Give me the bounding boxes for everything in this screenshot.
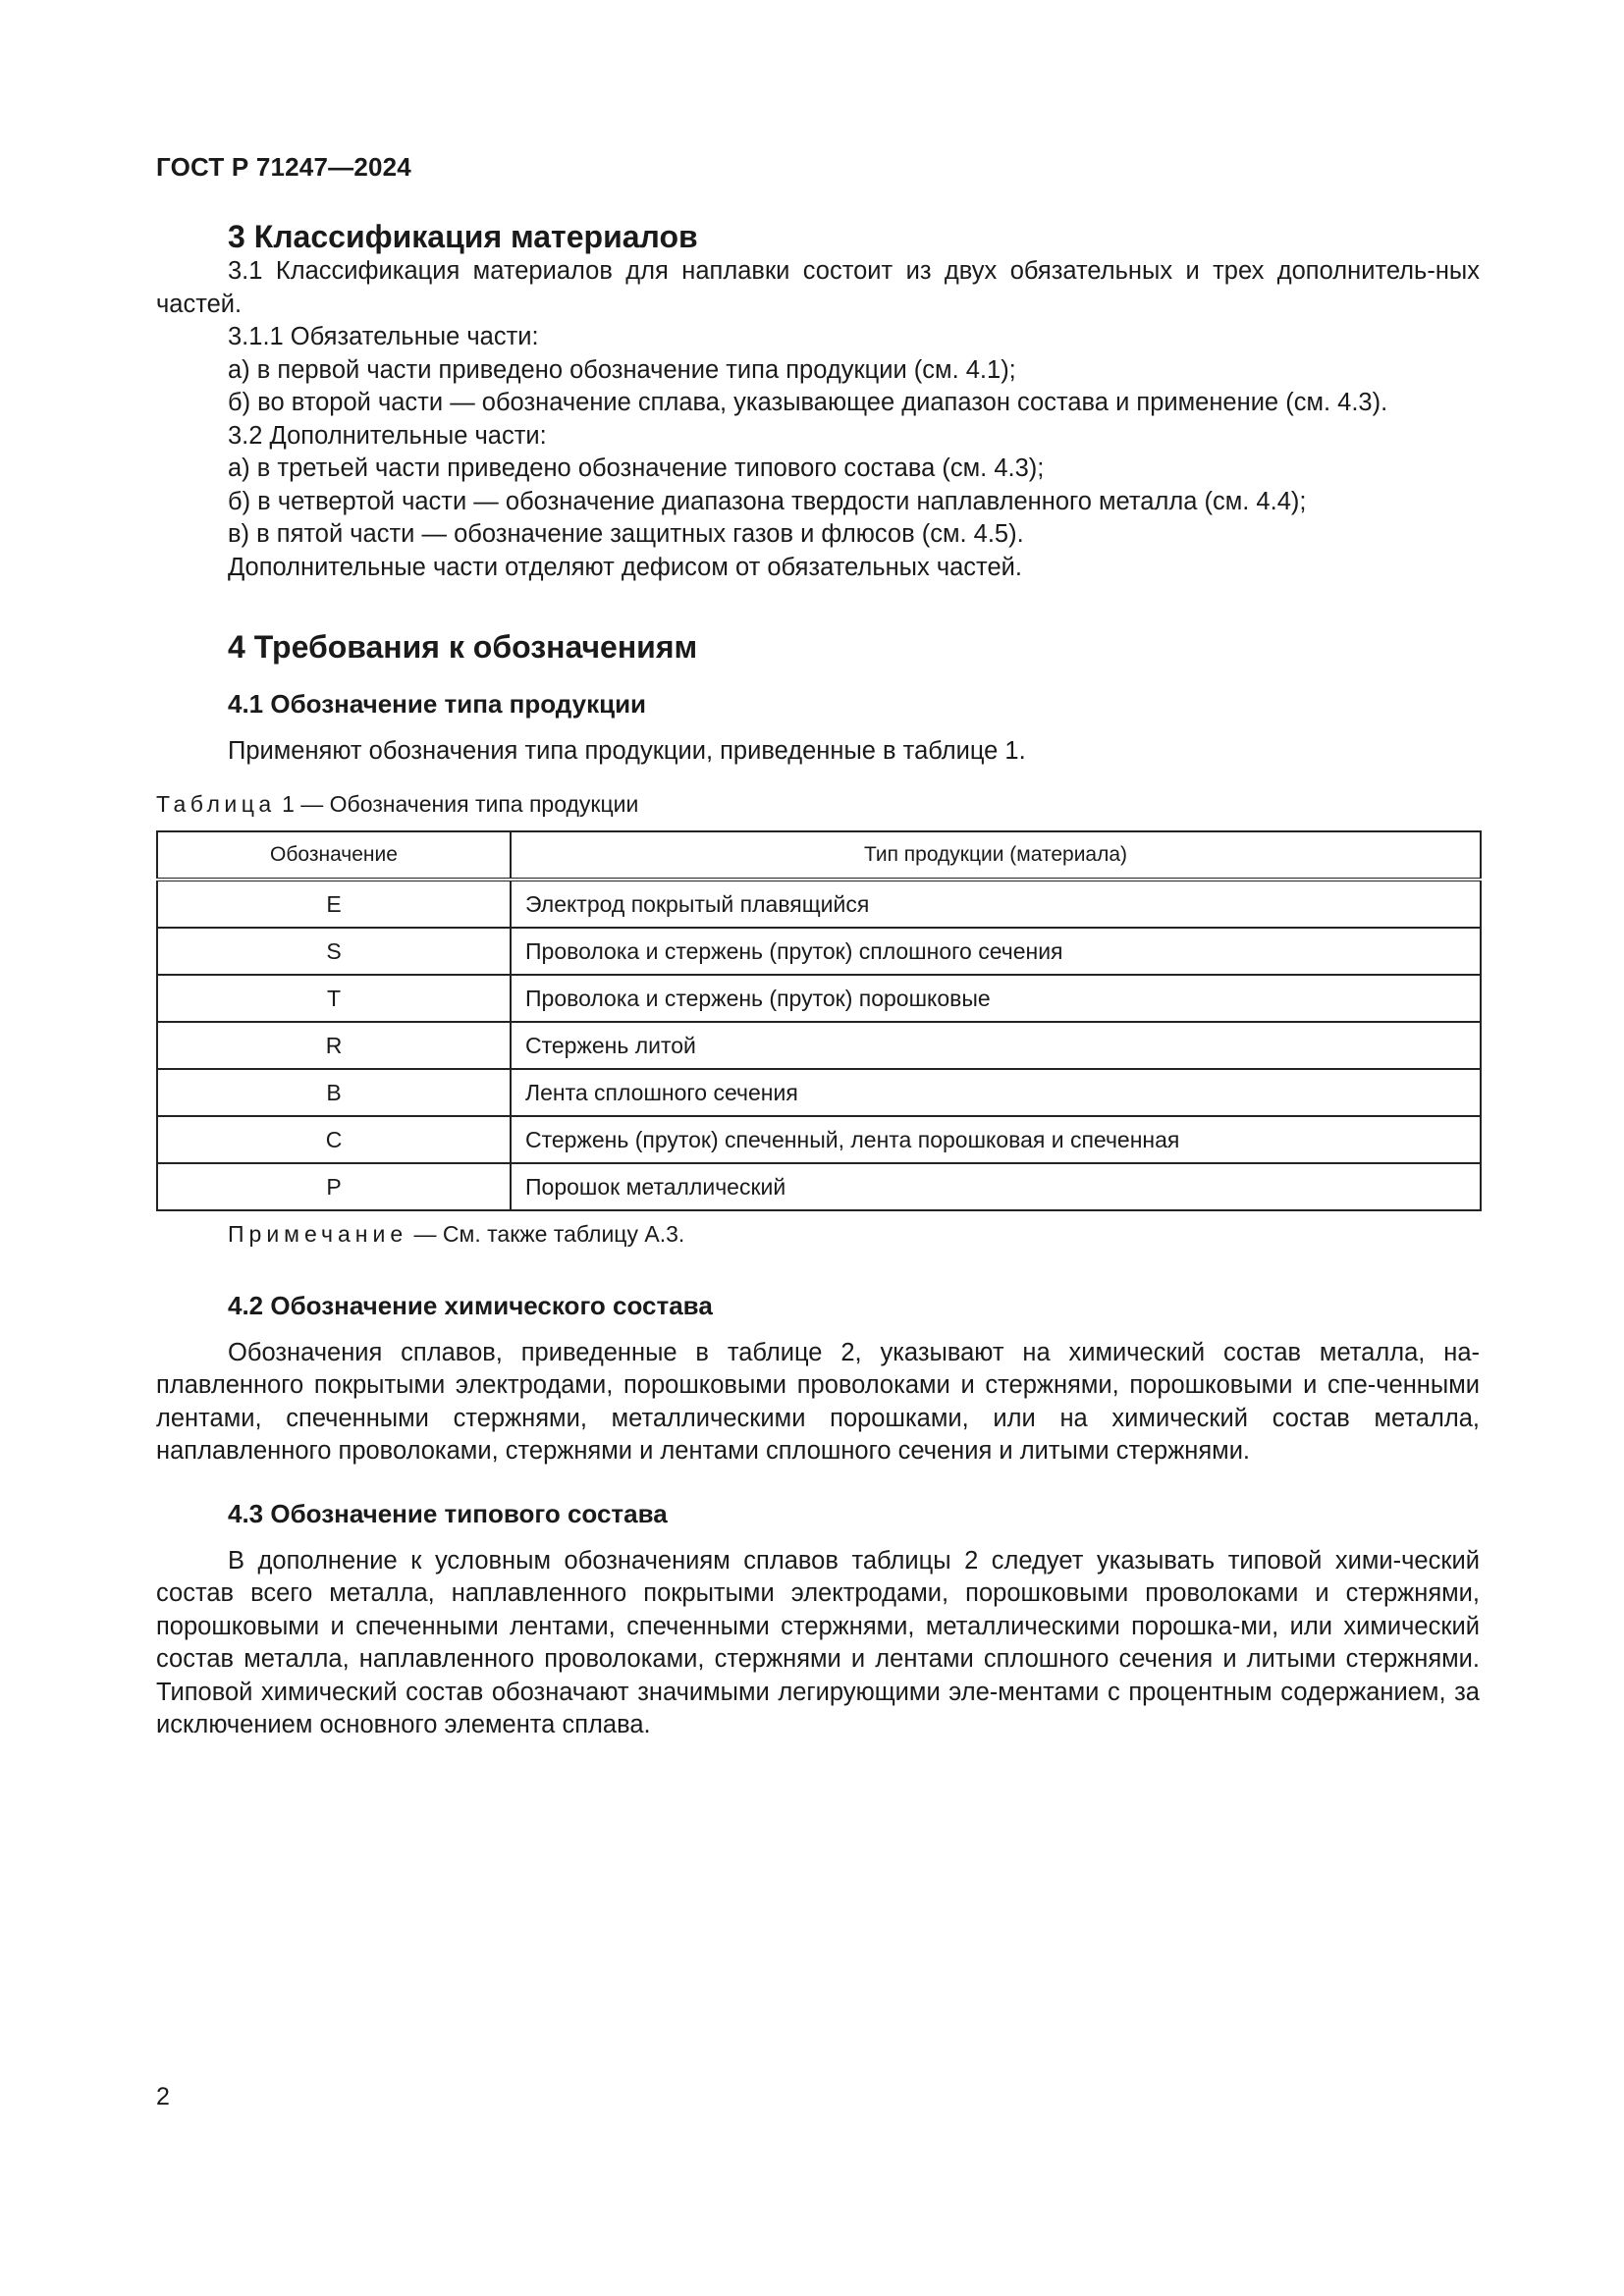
table-cell-type: Проволока и стержень (пруток) сплошного сечения (511, 928, 1481, 975)
table-row (157, 1116, 1481, 1163)
section-3-body (156, 255, 1480, 584)
list-item: а) в первой части приведено обозначение типа продукции (см. 4.1); (228, 355, 1016, 384)
table-cell-type: Электрод покрытый плавящийся (511, 880, 1481, 928)
table-note (156, 1219, 1480, 1249)
list-3 (156, 321, 1480, 584)
table-cell-type: Стержень (пруток) спеченный, лента порошковая и спеченная (511, 1116, 1481, 1163)
table-cell-code: P (157, 1163, 511, 1210)
table-caption-text: 1 — Обозначения типа продукции (275, 791, 639, 818)
table-row (157, 1163, 1481, 1210)
table-cell-type: Проволока и стержень (пруток) порошковые (511, 975, 1481, 1022)
table-cell-code: R (157, 1022, 511, 1069)
list-item: б) в четвертой части — обозначение диапазона твердости наплавленного металла (см. 4.4); (228, 487, 1307, 515)
paragraph-3-1-1: 3.1.1 Обязательные части: (228, 323, 539, 351)
table-cell-code: E (157, 880, 511, 928)
note-text: — См. также таблицу А.3. (407, 1221, 685, 1248)
table-row (157, 975, 1481, 1022)
page-number: 2 (156, 2083, 170, 2110)
list-item: б) во второй части — обозначение сплава, указывающее диапазон состава и применение (см. 4.3). (228, 389, 1388, 417)
paragraph-3-2: 3.2 Дополнительные части: (228, 421, 547, 450)
product-type-table (156, 830, 1482, 1211)
table-header-row (157, 831, 1481, 880)
table-row (157, 880, 1481, 928)
table-cell-type: Лента сплошного сечения (511, 1069, 1481, 1116)
list-item: а) в третьей части приведено обозначение типового состава (см. 4.3); (228, 454, 1045, 483)
table-cell-code: B (157, 1069, 511, 1116)
table-caption-label: Таблица (156, 791, 276, 818)
table-cell-code: T (157, 975, 511, 1022)
paragraph-3-1: 3.1 Классификация материалов для наплавки состоит из двух обязательных и трех дополнитель-ных частей. (156, 257, 1480, 318)
paragraph-3-2-note: Дополнительные части отделяют дефисом от обязательных частей. (228, 553, 1022, 581)
table-row (157, 1069, 1481, 1116)
list-item: в) в пятой части — обозначение защитных газов и флюсов (см. 4.5). (228, 520, 1024, 549)
table-cell-code: C (157, 1116, 511, 1163)
section-4-2-heading: 4.2 Обозначение химического состава (228, 1291, 713, 1321)
table-header-cell: Тип продукции (материала) (511, 831, 1481, 880)
section-4-1-heading: 4.1 Обозначение типа продукции (228, 688, 647, 719)
paragraph-4-1: Применяют обозначения типа продукции, приведенные в таблице 1. (228, 736, 1026, 765)
note-label: Примечание (228, 1221, 408, 1248)
paragraph-4-2: Обозначения сплавов, приведенные в таблице 2, указывают на химический состав металла, на-плавленного покрытыми электродами, порошковыми проволоками и стержнями, порошковыми и спе-ченными лентами, спеченными стержнями, металлическими порошками, или на химический состав металла, наплавленного проволоками, стержнями и лентами сплошного сечения и литыми стержнями. (156, 1338, 1480, 1466)
table-cell-type: Порошок металлический (511, 1163, 1481, 1210)
table-header-cell: Обозначение (157, 831, 511, 880)
page-content (156, 218, 1480, 1742)
table-cell-type: Стержень литой (511, 1022, 1481, 1069)
table-row (157, 928, 1481, 975)
section-4-3-heading: 4.3 Обозначение типового состава (228, 1498, 668, 1528)
table-caption (156, 789, 1480, 819)
document-code: ГОСТ Р 71247—2024 (156, 152, 411, 182)
section-3-heading: 3 Классификация материалов (228, 219, 698, 254)
paragraph-4-3: В дополнение к условным обозначениям сплавов таблицы 2 следует указывать типовой хими-ческий состав всего металла, наплавленного покрытыми электродами, порошковыми проволоками и стержнями, порошковыми и спеченными лентами, спеченными стержнями, металлическими порошка-ми, или химический состав металла, наплавленного проволоками, стержнями и лентами сплошного сечения и литыми стержнями. Типовой химический состав обозначают значимыми легирующими эле-ментами с процентным содержанием, за исключением основного элемента сплава. (156, 1546, 1480, 1739)
table-row (157, 1022, 1481, 1069)
table-cell-code: S (157, 928, 511, 975)
section-4-heading: 4 Требования к обозначениям (228, 629, 698, 666)
